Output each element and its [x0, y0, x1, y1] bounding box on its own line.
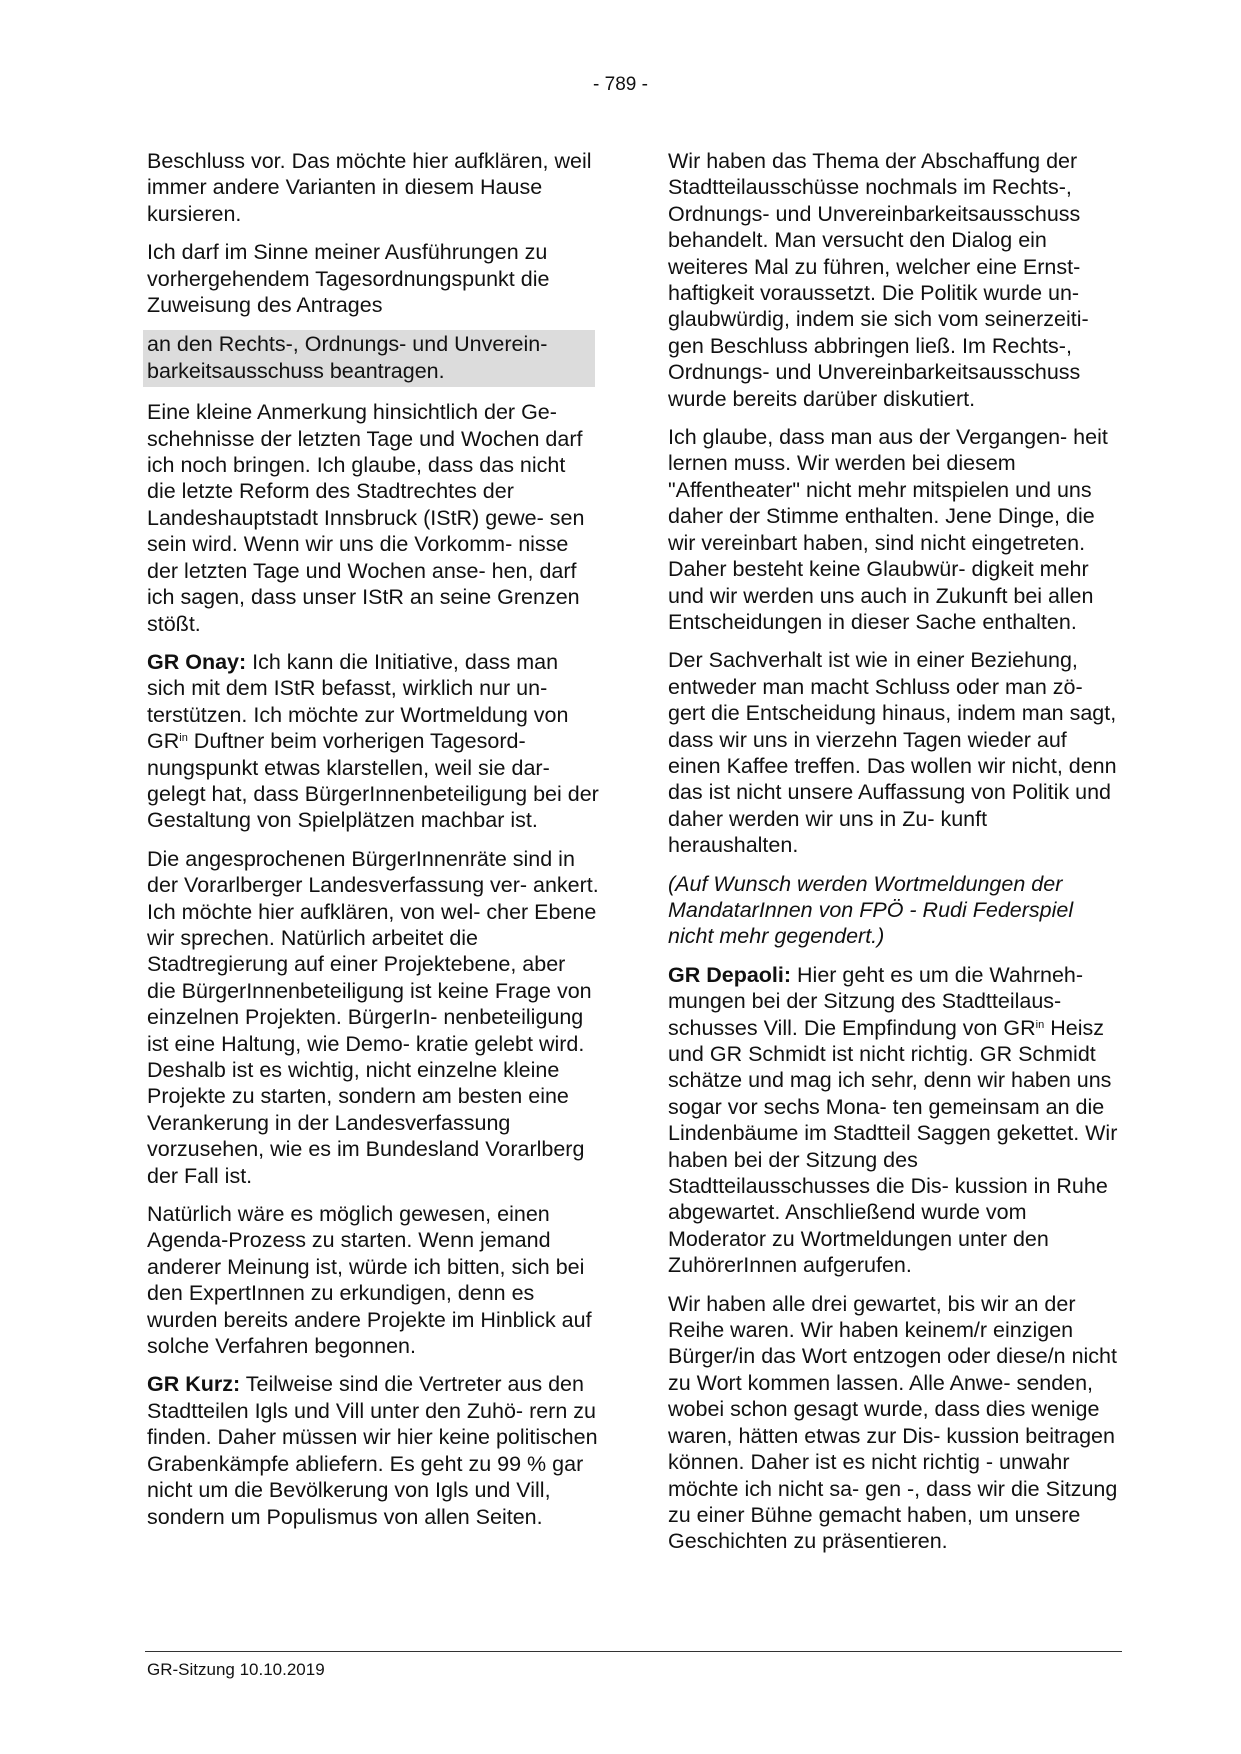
editorial-note: (Auf Wunsch werden Wortmeldungen der MandatarInnen von FPÖ - Rudi Federspiel nicht mehr gegendert.) — [668, 871, 1074, 949]
right-column — [668, 148, 1120, 1567]
speech-text: Heisz und GR Schmidt ist nicht richtig. GR Schmidt schätze und mag ich sehr, denn wir haben uns sogar vor sechs Mona- ten gemeinsam an die Lindenbäume im Stadtteil Saggen gekettet. Wir haben bei der Sitzung des Stadtteilausschusses die Dis- kussion in Ruhe abgewartet. Anschließend wurde vom Moderator zu Wortmeldungen unter den ZuhörerInnen aufgerufen. — [668, 1015, 1118, 1278]
paragraph: Wir haben das Thema der Abschaffung der Stadtteilausschüsse nochmals im Rechts-, Ordnungs- und Unvereinbarkeitsausschuss behandelt. Man versucht den Dialog ein weiteres Mal zu führen, welcher eine Ernst- haftigkeit voraussetzt. Die Politik wurde un- glaubwürdig, indem sie sich vom seinerzeiti- gen Beschluss abbringen ließ. Im Rechts-, Ordnungs- und Unvereinbarkeitsausschuss wurde bereits darüber diskutiert. — [668, 149, 1089, 411]
superscript: in — [1035, 1018, 1045, 1031]
footer-session-date: GR-Sitzung 10.10.2019 — [147, 1660, 325, 1679]
speech-kurz — [147, 1371, 599, 1529]
speech-text: Ich kann die Initiative, dass man sich mit dem IStR befasst, wirklich nur un- terstützen. Ich möchte zur Wortmeldung von GR — [147, 649, 569, 754]
speech-text: Duftner beim vorherigen Tagesord- nungspunkt etwas klarstellen, weil sie dar- gelegt hat, dass BürgerInnenbeteiligung bei der Gestaltung von Spielplätzen machbar ist. — [147, 729, 599, 833]
speaker-name: GR Kurz: — [147, 1372, 241, 1397]
paragraph: Beschluss vor. Das möchte hier aufklären, weil immer andere Varianten in diesem Hause kursieren. — [147, 149, 592, 226]
speech-depaoli — [668, 962, 1120, 1279]
paragraph: Die angesprochenen BürgerInnenräte sind in der Vorarlberger Landesverfassung ver- ankert. Ich möchte hier aufklären, von wel- cher Ebene wir sprechen. Natürlich arbeitet die Stadtregierung auf einer Projektebene, aber die BürgerInnenbeteiligung ist keine Frage von einzelnen Projekten. BürgerIn- nenbeteiligung ist eine Haltung, wie Demo- kratie gelebt wird. Deshalb ist es wichtig, nicht einzelne kleine Projekte zu starten, sondern am besten eine Verankerung in der Landesverfassung vorzusehen, wie es im Bundesland Vorarlberg der Fall ist. — [147, 846, 599, 1188]
speech-onay — [147, 649, 599, 834]
footer-divider — [145, 1651, 1122, 1652]
speaker-name: GR Depaoli: — [668, 962, 792, 987]
paragraph: Der Sachverhalt ist wie in einer Beziehung, entweder man macht Schluss oder man zö- gert die Entscheidung hinaus, indem man sagt, dass wir uns in vierzehn Tagen wieder auf einen Kaffee treffen. Das wollen wir nicht, denn das ist nicht unsere Auffassung von Politik und daher werden wir uns in Zu- kunft heraushalten. — [668, 648, 1117, 858]
left-column — [147, 148, 599, 1542]
paragraph: Eine kleine Anmerkung hinsichtlich der Ge- schehnisse der letzten Tage und Wochen darf ich noch bringen. Ich glaube, dass das nicht die letzte Reform des Stadtrechtes der Landeshauptstadt Innsbruck (IStR) gewe- sen sein wird. Wenn wir uns die Vorkomm- nisse der letzten Tage und Wochen anse- hen, darf ich sagen, dass unser IStR an seine Grenzen stößt. — [147, 400, 585, 636]
superscript: in — [179, 732, 188, 745]
paragraph: Ich glaube, dass man aus der Vergangen- heit lernen muss. Wir werden bei diesem "Affentheater" nicht mehr mitspielen und uns daher der Stimme enthalten. Jene Dinge, die wir vereinbart haben, sind nicht eingetreten. Daher besteht keine Glaubwür- digkeit mehr und wir werden uns auch in Zukunft bei allen Entscheidungen in dieser Sache enthalten. — [668, 425, 1108, 634]
paragraph: Ich darf im Sinne meiner Ausführungen zu vorhergehendem Tagesordnungspunkt die Zuweisung des Antrages — [147, 240, 550, 318]
speaker-name: GR Onay: — [147, 649, 247, 674]
speech-text: Teilweise sind die Vertreter aus den Stadtteilen Igls und Vill unter den Zuhö- rern zu finden. Daher müssen wir hier keine politischen Grabenkämpfe abliefern. Es geht zu 99 % gar nicht um die Bevölkerung von Igls und Vill, sondern um Populismus von allen Seiten. — [147, 1372, 598, 1529]
paragraph: Wir haben alle drei gewartet, bis wir an der Reihe waren. Wir haben keinem/r einzigen Bürger/in das Wort entzogen oder diese/n nicht zu Wort kommen lassen. Alle Anwe- senden, wobei schon gesagt wurde, dass dies wenige waren, hätten etwas zur Dis- kussion beitragen können. Daher ist es nicht richtig - unwahr möchte ich nicht sa- gen -, dass wir die Sitzung zu einer Bühne gemacht haben, um unsere Geschichten zu präsentieren. — [668, 1291, 1118, 1554]
speech-text: Hier geht es um die Wahrneh- mungen bei der Sitzung des Stadtteilaus- schusses Vill. Die Empfindung von GR — [668, 962, 1084, 1040]
paragraph: Natürlich wäre es möglich gewesen, einen Agenda-Prozess zu starten. Wenn jemand anderer Meinung ist, würde ich bitten, sich bei den ExpertInnen zu erkundigen, denn es wurden bereits andere Projekte im Hinblick auf solche Verfahren begonnen. — [147, 1202, 592, 1359]
highlighted-motion: an den Rechts-, Ordnungs- und Unverein- barkeitsausschuss beantragen. — [143, 330, 595, 387]
page-number: - 789 - — [593, 74, 648, 95]
